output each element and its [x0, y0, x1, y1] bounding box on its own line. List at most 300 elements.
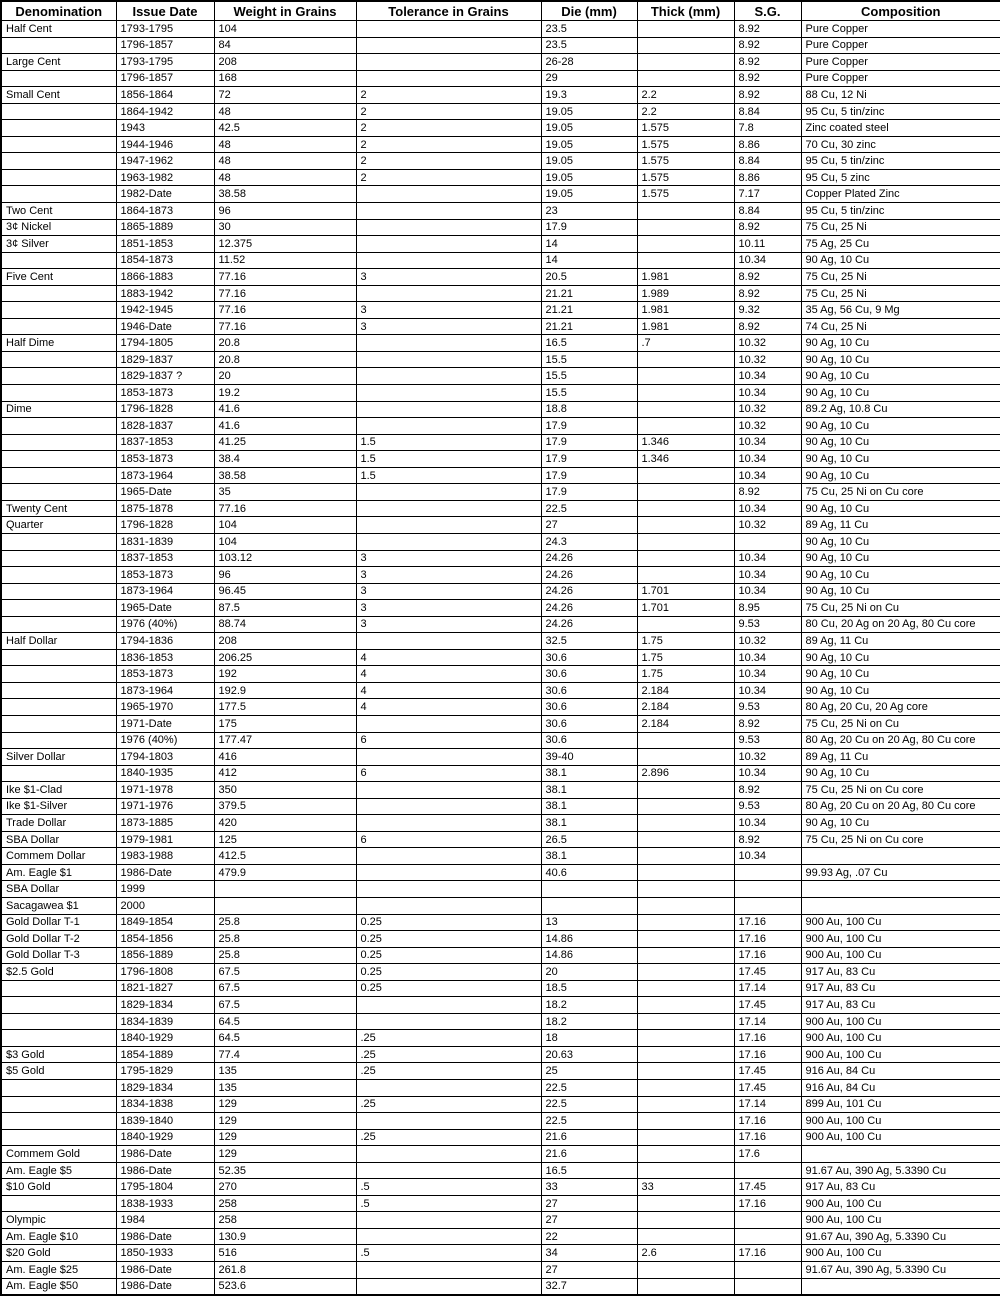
table-row — [1, 666, 1000, 683]
cell-issue_date: 1794-1803 — [116, 749, 214, 766]
table-row — [1, 649, 1000, 666]
cell-sg: 17.14 — [734, 980, 801, 997]
cell-die: 21.21 — [541, 318, 637, 335]
cell-weight: 416 — [214, 749, 356, 766]
cell-tolerance: .5 — [356, 1245, 541, 1262]
table-row — [1, 980, 1000, 997]
table-row — [1, 550, 1000, 567]
cell-sg: 17.45 — [734, 1179, 801, 1196]
cell-thick: 1.75 — [637, 666, 734, 683]
cell-sg: 8.92 — [734, 70, 801, 87]
cell-thick: 1.346 — [637, 451, 734, 468]
cell-issue_date: 1796-1828 — [116, 517, 214, 534]
cell-composition: 916 Au, 84 Cu — [801, 1080, 1000, 1097]
cell-sg — [734, 864, 801, 881]
cell-tolerance: .25 — [356, 1129, 541, 1146]
cell-composition — [801, 897, 1000, 914]
cell-denomination — [1, 1080, 116, 1097]
cell-die: 19.05 — [541, 136, 637, 153]
cell-thick — [637, 567, 734, 584]
cell-weight: 48 — [214, 136, 356, 153]
cell-weight: 42.5 — [214, 120, 356, 137]
cell-issue_date: 1865-1889 — [116, 219, 214, 236]
table-row — [1, 1129, 1000, 1146]
cell-issue_date: 1965-Date — [116, 484, 214, 501]
cell-thick — [637, 500, 734, 517]
cell-tolerance: .25 — [356, 1063, 541, 1080]
cell-composition: 90 Ag, 10 Cu — [801, 385, 1000, 402]
cell-denomination — [1, 120, 116, 137]
cell-sg: 8.92 — [734, 54, 801, 71]
cell-composition: 900 Au, 100 Cu — [801, 1195, 1000, 1212]
cell-composition: 90 Ag, 10 Cu — [801, 682, 1000, 699]
cell-weight: 25.8 — [214, 914, 356, 931]
cell-die: 22.5 — [541, 1113, 637, 1130]
cell-tolerance — [356, 484, 541, 501]
cell-die: 39-40 — [541, 749, 637, 766]
cell-denomination: $5 Gold — [1, 1063, 116, 1080]
cell-tolerance: .25 — [356, 1030, 541, 1047]
cell-sg: 17.45 — [734, 964, 801, 981]
cell-denomination — [1, 600, 116, 617]
cell-weight: 20.8 — [214, 351, 356, 368]
cell-denomination: Gold Dollar T-3 — [1, 947, 116, 964]
cell-sg: 8.92 — [734, 285, 801, 302]
cell-issue_date: 1983-1988 — [116, 848, 214, 865]
cell-issue_date: 1854-1856 — [116, 931, 214, 948]
cell-die: 38.1 — [541, 798, 637, 815]
cell-composition — [801, 1146, 1000, 1163]
cell-composition: 900 Au, 100 Cu — [801, 1212, 1000, 1229]
cell-thick — [637, 815, 734, 832]
cell-issue_date: 1873-1885 — [116, 815, 214, 832]
cell-denomination — [1, 318, 116, 335]
cell-composition: 91.67 Au, 390 Ag, 5.3390 Cu — [801, 1228, 1000, 1245]
cell-denomination — [1, 153, 116, 170]
cell-denomination: Silver Dollar — [1, 749, 116, 766]
cell-sg: 10.34 — [734, 567, 801, 584]
cell-die: 30.6 — [541, 666, 637, 683]
table-row — [1, 1046, 1000, 1063]
cell-weight: 192.9 — [214, 682, 356, 699]
cell-die: 19.3 — [541, 87, 637, 104]
cell-weight: 177.47 — [214, 732, 356, 749]
cell-die: 27 — [541, 1195, 637, 1212]
cell-denomination: Commem Gold — [1, 1146, 116, 1163]
cell-thick: 1.575 — [637, 153, 734, 170]
cell-die: 22.5 — [541, 500, 637, 517]
cell-tolerance: 3 — [356, 550, 541, 567]
cell-thick — [637, 964, 734, 981]
cell-die: 16.5 — [541, 1162, 637, 1179]
cell-issue_date: 1999 — [116, 881, 214, 898]
cell-composition: 90 Ag, 10 Cu — [801, 649, 1000, 666]
cell-denomination — [1, 467, 116, 484]
cell-die: 18.5 — [541, 980, 637, 997]
table-row — [1, 54, 1000, 71]
cell-thick — [637, 1146, 734, 1163]
cell-thick — [637, 1046, 734, 1063]
cell-weight: 87.5 — [214, 600, 356, 617]
cell-sg — [734, 1212, 801, 1229]
cell-weight: 52.35 — [214, 1162, 356, 1179]
table-row — [1, 881, 1000, 898]
table-row — [1, 964, 1000, 981]
cell-denomination: Quarter — [1, 517, 116, 534]
cell-tolerance — [356, 418, 541, 435]
cell-sg: 10.34 — [734, 815, 801, 832]
cell-tolerance — [356, 37, 541, 54]
cell-die: 38.1 — [541, 848, 637, 865]
cell-sg: 10.32 — [734, 633, 801, 650]
table-row — [1, 120, 1000, 137]
cell-tolerance — [356, 815, 541, 832]
cell-denomination: Half Dime — [1, 335, 116, 352]
cell-die: 17.9 — [541, 484, 637, 501]
cell-tolerance — [356, 897, 541, 914]
cell-weight: 38.58 — [214, 186, 356, 203]
cell-issue_date: 1838-1933 — [116, 1195, 214, 1212]
cell-denomination: Ike $1-Clad — [1, 782, 116, 799]
cell-thick — [637, 484, 734, 501]
cell-composition: 90 Ag, 10 Cu — [801, 550, 1000, 567]
table-row — [1, 467, 1000, 484]
cell-issue_date: 1796-1857 — [116, 37, 214, 54]
cell-tolerance: 2 — [356, 136, 541, 153]
cell-issue_date: 1821-1827 — [116, 980, 214, 997]
cell-composition: 75 Cu, 25 Ni — [801, 219, 1000, 236]
cell-weight: 175 — [214, 715, 356, 732]
cell-composition: 89 Ag, 11 Cu — [801, 517, 1000, 534]
cell-die: 21.6 — [541, 1129, 637, 1146]
cell-denomination: $3 Gold — [1, 1046, 116, 1063]
cell-weight: 25.8 — [214, 947, 356, 964]
cell-composition: 75 Cu, 25 Ni on Cu — [801, 715, 1000, 732]
table-row — [1, 815, 1000, 832]
cell-composition: 75 Ag, 25 Cu — [801, 236, 1000, 253]
table-row — [1, 1195, 1000, 1212]
cell-tolerance: 4 — [356, 699, 541, 716]
cell-sg: 10.32 — [734, 749, 801, 766]
cell-die — [541, 897, 637, 914]
cell-die: 14.86 — [541, 931, 637, 948]
cell-weight: 20.8 — [214, 335, 356, 352]
cell-die: 19.05 — [541, 103, 637, 120]
cell-sg: 10.34 — [734, 385, 801, 402]
cell-sg: 17.45 — [734, 1063, 801, 1080]
cell-issue_date: 1853-1873 — [116, 385, 214, 402]
cell-sg: 10.34 — [734, 649, 801, 666]
cell-issue_date: 1840-1935 — [116, 765, 214, 782]
table-row — [1, 236, 1000, 253]
table-row — [1, 302, 1000, 319]
cell-issue_date: 1965-1970 — [116, 699, 214, 716]
table-row — [1, 864, 1000, 881]
cell-issue_date: 2000 — [116, 897, 214, 914]
cell-tolerance — [356, 368, 541, 385]
cell-composition: 90 Ag, 10 Cu — [801, 533, 1000, 550]
cell-die: 20 — [541, 964, 637, 981]
cell-issue_date: 1834-1838 — [116, 1096, 214, 1113]
cell-issue_date: 1979-1981 — [116, 831, 214, 848]
cell-sg: 8.92 — [734, 484, 801, 501]
column-header-issue_date: Issue Date — [116, 1, 214, 21]
cell-denomination — [1, 368, 116, 385]
cell-sg: 17.45 — [734, 1080, 801, 1097]
cell-die: 20.5 — [541, 269, 637, 286]
cell-die: 17.9 — [541, 434, 637, 451]
cell-denomination — [1, 1195, 116, 1212]
cell-thick — [637, 1063, 734, 1080]
cell-tolerance: .5 — [356, 1195, 541, 1212]
cell-thick — [637, 1129, 734, 1146]
table-row — [1, 136, 1000, 153]
cell-issue_date: 1856-1889 — [116, 947, 214, 964]
cell-tolerance — [356, 1013, 541, 1030]
cell-tolerance — [356, 219, 541, 236]
cell-sg: 10.32 — [734, 335, 801, 352]
table-row — [1, 848, 1000, 865]
cell-composition: 89 Ag, 11 Cu — [801, 749, 1000, 766]
table-row — [1, 897, 1000, 914]
cell-tolerance: 2 — [356, 103, 541, 120]
cell-tolerance — [356, 500, 541, 517]
cell-die — [541, 881, 637, 898]
cell-composition: 90 Ag, 10 Cu — [801, 467, 1000, 484]
cell-tolerance: 1.5 — [356, 451, 541, 468]
cell-thick: 2.6 — [637, 1245, 734, 1262]
cell-sg: 10.32 — [734, 351, 801, 368]
table-row — [1, 732, 1000, 749]
cell-weight: 129 — [214, 1096, 356, 1113]
cell-composition: 90 Ag, 10 Cu — [801, 351, 1000, 368]
cell-die: 23 — [541, 203, 637, 220]
cell-die: 16.5 — [541, 335, 637, 352]
cell-weight: 41.6 — [214, 418, 356, 435]
cell-tolerance — [356, 1113, 541, 1130]
cell-composition — [801, 881, 1000, 898]
cell-weight: 38.58 — [214, 467, 356, 484]
cell-composition: 80 Ag, 20 Cu, 20 Ag core — [801, 699, 1000, 716]
cell-thick — [637, 401, 734, 418]
cell-die: 24.3 — [541, 533, 637, 550]
cell-tolerance — [356, 848, 541, 865]
cell-weight: 208 — [214, 633, 356, 650]
cell-denomination: 3¢ Silver — [1, 236, 116, 253]
cell-denomination — [1, 1096, 116, 1113]
cell-die: 15.5 — [541, 351, 637, 368]
cell-sg — [734, 1228, 801, 1245]
cell-tolerance — [356, 335, 541, 352]
cell-composition: 917 Au, 83 Cu — [801, 997, 1000, 1014]
cell-denomination — [1, 649, 116, 666]
cell-denomination: Half Dollar — [1, 633, 116, 650]
column-header-die: Die (mm) — [541, 1, 637, 21]
cell-issue_date: 1834-1839 — [116, 1013, 214, 1030]
cell-composition: 70 Cu, 30 zinc — [801, 136, 1000, 153]
cell-denomination: SBA Dollar — [1, 831, 116, 848]
cell-weight: 96 — [214, 203, 356, 220]
cell-issue_date: 1986-Date — [116, 864, 214, 881]
cell-weight: 41.6 — [214, 401, 356, 418]
cell-denomination: Am. Eagle $25 — [1, 1262, 116, 1279]
cell-issue_date: 1982-Date — [116, 186, 214, 203]
cell-weight: 479.9 — [214, 864, 356, 881]
cell-tolerance: .25 — [356, 1046, 541, 1063]
table-row — [1, 1146, 1000, 1163]
cell-thick — [637, 1080, 734, 1097]
cell-composition: 917 Au, 83 Cu — [801, 964, 1000, 981]
cell-weight: 77.16 — [214, 500, 356, 517]
cell-issue_date: 1976 (40%) — [116, 616, 214, 633]
cell-sg: 8.92 — [734, 37, 801, 54]
cell-denomination — [1, 186, 116, 203]
table-row — [1, 600, 1000, 617]
cell-weight: 41.25 — [214, 434, 356, 451]
cell-composition: 900 Au, 100 Cu — [801, 947, 1000, 964]
cell-denomination — [1, 980, 116, 997]
cell-thick — [637, 368, 734, 385]
table-row — [1, 153, 1000, 170]
cell-thick: 1.75 — [637, 633, 734, 650]
cell-weight: 104 — [214, 517, 356, 534]
cell-weight: 350 — [214, 782, 356, 799]
table-row — [1, 21, 1000, 38]
cell-die: 13 — [541, 914, 637, 931]
cell-weight: 11.52 — [214, 252, 356, 269]
table-row — [1, 451, 1000, 468]
table-row — [1, 103, 1000, 120]
cell-tolerance: 2 — [356, 120, 541, 137]
cell-tolerance — [356, 864, 541, 881]
cell-thick: 1.989 — [637, 285, 734, 302]
cell-die: 24.26 — [541, 616, 637, 633]
cell-issue_date: 1795-1804 — [116, 1179, 214, 1196]
cell-sg: 8.92 — [734, 831, 801, 848]
table-row — [1, 1096, 1000, 1113]
cell-tolerance — [356, 203, 541, 220]
cell-tolerance — [356, 782, 541, 799]
cell-denomination — [1, 666, 116, 683]
cell-sg: 8.92 — [734, 782, 801, 799]
cell-tolerance — [356, 533, 541, 550]
cell-weight: 420 — [214, 815, 356, 832]
cell-thick — [637, 1212, 734, 1229]
cell-weight: 104 — [214, 533, 356, 550]
cell-die: 14.86 — [541, 947, 637, 964]
cell-denomination — [1, 732, 116, 749]
cell-composition: 75 Cu, 25 Ni — [801, 285, 1000, 302]
cell-die: 19.05 — [541, 169, 637, 186]
cell-die: 30.6 — [541, 732, 637, 749]
cell-tolerance: .25 — [356, 1096, 541, 1113]
cell-tolerance: 0.25 — [356, 931, 541, 948]
cell-die: 29 — [541, 70, 637, 87]
cell-thick — [637, 897, 734, 914]
cell-issue_date: 1963-1982 — [116, 169, 214, 186]
cell-issue_date: 1853-1873 — [116, 451, 214, 468]
cell-thick: 2.896 — [637, 765, 734, 782]
cell-die: 18.8 — [541, 401, 637, 418]
cell-issue_date: 1875-1878 — [116, 500, 214, 517]
cell-thick: 1.575 — [637, 169, 734, 186]
cell-die: 26-28 — [541, 54, 637, 71]
cell-tolerance: 6 — [356, 831, 541, 848]
cell-weight: 77.16 — [214, 269, 356, 286]
cell-tolerance — [356, 749, 541, 766]
cell-issue_date: 1794-1805 — [116, 335, 214, 352]
table-row — [1, 633, 1000, 650]
table-row — [1, 37, 1000, 54]
cell-issue_date: 1839-1840 — [116, 1113, 214, 1130]
cell-weight: 516 — [214, 1245, 356, 1262]
cell-issue_date: 1793-1795 — [116, 54, 214, 71]
table-row — [1, 219, 1000, 236]
cell-thick: 1.701 — [637, 583, 734, 600]
cell-sg: 17.16 — [734, 1195, 801, 1212]
cell-sg: 17.45 — [734, 997, 801, 1014]
cell-issue_date: 1986-Date — [116, 1228, 214, 1245]
cell-tolerance — [356, 285, 541, 302]
cell-composition — [801, 848, 1000, 865]
cell-sg: 9.53 — [734, 732, 801, 749]
cell-issue_date: 1840-1929 — [116, 1129, 214, 1146]
table-row — [1, 1245, 1000, 1262]
cell-issue_date: 1971-1976 — [116, 798, 214, 815]
cell-sg: 8.86 — [734, 136, 801, 153]
cell-composition: 90 Ag, 10 Cu — [801, 567, 1000, 584]
cell-thick — [637, 831, 734, 848]
cell-tolerance — [356, 252, 541, 269]
cell-weight: 77.16 — [214, 302, 356, 319]
cell-die: 25 — [541, 1063, 637, 1080]
cell-denomination — [1, 302, 116, 319]
cell-die: 19.05 — [541, 120, 637, 137]
cell-thick: 1.575 — [637, 186, 734, 203]
cell-tolerance — [356, 997, 541, 1014]
cell-tolerance: 3 — [356, 583, 541, 600]
cell-denomination: Am. Eagle $50 — [1, 1278, 116, 1295]
column-header-composition: Composition — [801, 1, 1000, 21]
cell-composition: 91.67 Au, 390 Ag, 5.3390 Cu — [801, 1262, 1000, 1279]
cell-die: 18.2 — [541, 1013, 637, 1030]
cell-composition: 90 Ag, 10 Cu — [801, 500, 1000, 517]
cell-weight: 96 — [214, 567, 356, 584]
table-row — [1, 385, 1000, 402]
cell-weight: 103.12 — [214, 550, 356, 567]
cell-composition: 900 Au, 100 Cu — [801, 1030, 1000, 1047]
table-row — [1, 699, 1000, 716]
cell-die: 17.9 — [541, 451, 637, 468]
table-row — [1, 252, 1000, 269]
cell-weight: 523.6 — [214, 1278, 356, 1295]
cell-issue_date: 1829-1837 ? — [116, 368, 214, 385]
cell-issue_date: 1864-1873 — [116, 203, 214, 220]
cell-tolerance: 1.5 — [356, 467, 541, 484]
cell-composition: 89.2 Ag, 10.8 Cu — [801, 401, 1000, 418]
cell-composition: 95 Cu, 5 zinc — [801, 169, 1000, 186]
column-header-thick: Thick (mm) — [637, 1, 734, 21]
cell-composition: 90 Ag, 10 Cu — [801, 252, 1000, 269]
table-row — [1, 484, 1000, 501]
cell-die: 19.05 — [541, 186, 637, 203]
table-row — [1, 997, 1000, 1014]
cell-sg: 10.32 — [734, 418, 801, 435]
cell-thick — [637, 749, 734, 766]
cell-denomination — [1, 1129, 116, 1146]
table-row — [1, 500, 1000, 517]
cell-issue_date: 1796-1857 — [116, 70, 214, 87]
